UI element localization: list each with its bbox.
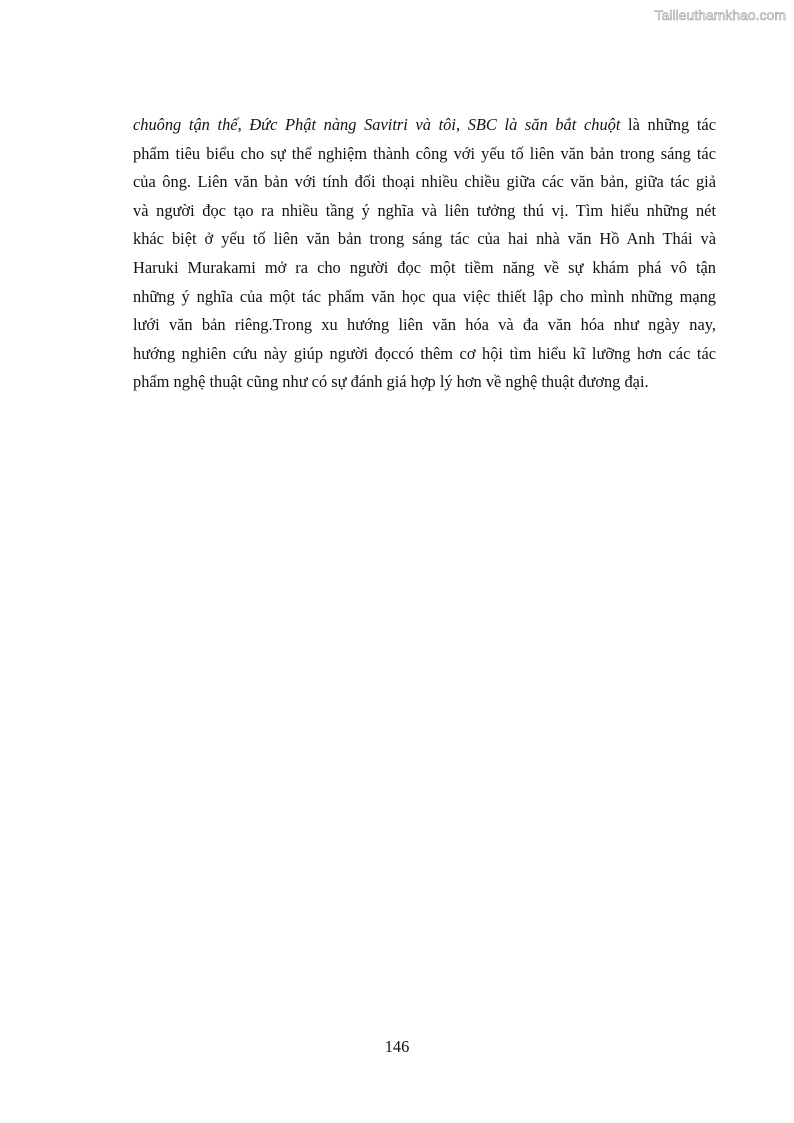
- paragraph-line: những ý nghĩa của một tác phẩm văn học qua việc thiết lập cho mình những mạng: [133, 286, 716, 306]
- paragraph-line: [133, 111, 716, 140]
- italic-title: SBC là săn bắt chuột: [467, 115, 621, 134]
- paragraph-line: khác biệt ở yếu tố liên văn bản trong sáng tác của hai nhà văn Hồ Anh Thái và: [133, 229, 716, 249]
- watermark: Tailieuthamkhao.com: [654, 7, 786, 23]
- separator: ,: [455, 115, 468, 134]
- page-number: 146: [384, 1037, 410, 1056]
- paragraph-line: phẩm nghệ thuật cũng như có sự đánh giá hợp lý hơn về nghệ thuật đương đại.: [133, 372, 649, 392]
- italic-title: Đức Phật nàng Savitri và tôi: [249, 115, 456, 134]
- italic-title: chuông tận thế: [133, 115, 238, 134]
- paragraph-line: hướng nghiên cứu này giúp người đọccó thêm cơ hội tìm hiểu kĩ lưỡng hơn các tác: [133, 343, 716, 363]
- paragraph-line: phẩm tiêu biểu cho sự thể nghiệm thành công với yếu tố liên văn bản trong sáng tác: [133, 143, 716, 163]
- paragraph-line: lưới văn bản riêng.Trong xu hướng liên văn hóa và đa văn hóa như ngày nay,: [133, 315, 716, 335]
- paragraph-line: và người đọc tạo ra nhiều tầng ý nghĩa và liên tưởng thú vị. Tìm hiểu những nét: [133, 200, 716, 220]
- paragraph-line: của ông. Liên văn bản với tính đối thoại nhiều chiều giữa các văn bản, giữa tác giả: [133, 172, 716, 192]
- body-paragraph: [133, 111, 716, 397]
- paragraph-line: Haruki Murakami mở ra cho người đọc một tiềm năng về sự khám phá vô tận: [133, 257, 716, 277]
- separator: ,: [237, 115, 250, 134]
- line-text: là những tác: [620, 115, 716, 134]
